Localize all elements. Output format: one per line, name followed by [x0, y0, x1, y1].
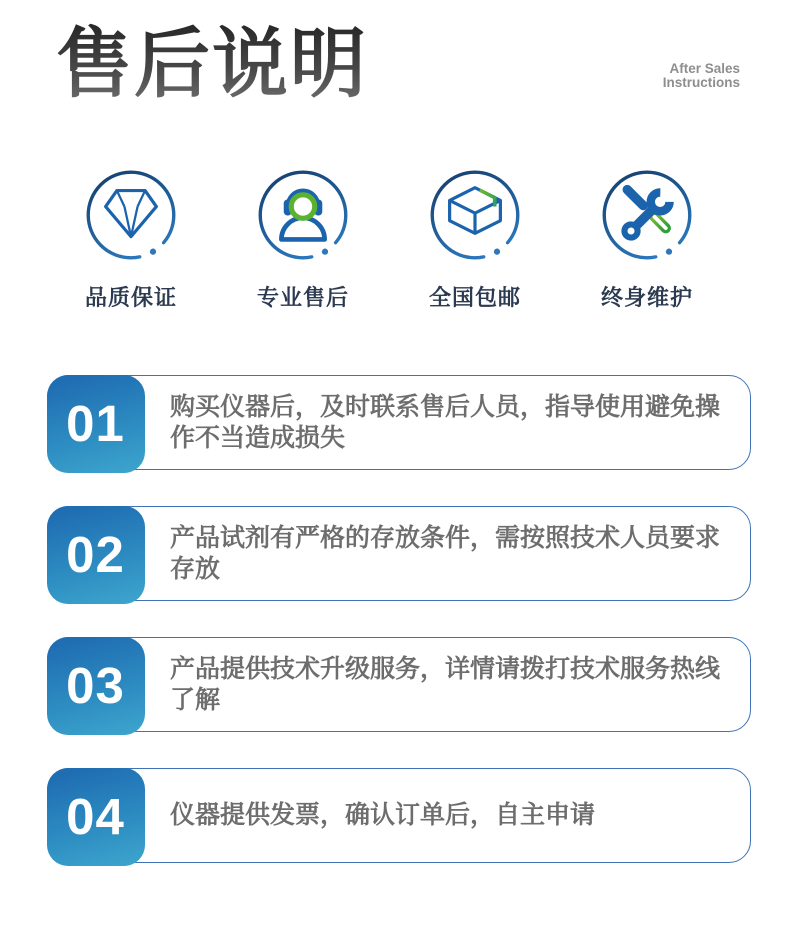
step-text-2: 产品试剂有严格的存放条件，需按照技术人员要求存放	[170, 523, 721, 583]
step-number-badge-1	[47, 375, 145, 473]
feature-maintenance	[561, 168, 733, 312]
feature-service	[217, 168, 389, 312]
feature-shipping	[389, 168, 561, 312]
step-number-1: 01	[66, 395, 125, 452]
subtitle-line-2: Instructions	[662, 74, 740, 90]
step-text-3: 产品提供技术升级服务，详情请拨打技术服务热线了解	[170, 654, 721, 714]
page-subtitle-en	[663, 62, 740, 90]
step-card-4	[47, 768, 751, 863]
package-icon	[428, 168, 522, 262]
steps-list	[47, 375, 753, 899]
header	[0, 0, 800, 140]
step-text-1: 购买仪器后，及时联系售后人员，指导使用避免操作不当造成损失	[170, 392, 721, 452]
feature-quality	[45, 168, 217, 312]
step-number-2: 02	[66, 526, 125, 583]
step-number-badge-2	[47, 506, 145, 604]
step-text-4: 仪器提供发票，确认订单后，自主申请	[170, 801, 596, 829]
page-title: 售后说明	[56, 19, 368, 108]
step-number-4: 04	[66, 788, 125, 845]
step-card-3	[47, 637, 751, 732]
feature-row	[45, 168, 755, 312]
subtitle-line-1: After Sales	[669, 61, 740, 76]
step-number-badge-4	[47, 768, 145, 866]
diamond-icon	[84, 168, 178, 262]
step-number-3: 03	[66, 657, 125, 714]
feature-label-shipping: 全国包邮	[428, 285, 521, 310]
feature-label-quality: 品质保证	[84, 285, 177, 310]
tools-icon	[600, 168, 694, 262]
feature-label-maintenance: 终身维护	[600, 285, 693, 310]
step-card-2	[47, 506, 751, 601]
step-card-1	[47, 375, 751, 470]
feature-label-service: 专业售后	[256, 285, 349, 310]
step-number-badge-3	[47, 637, 145, 735]
headset-icon	[256, 168, 350, 262]
